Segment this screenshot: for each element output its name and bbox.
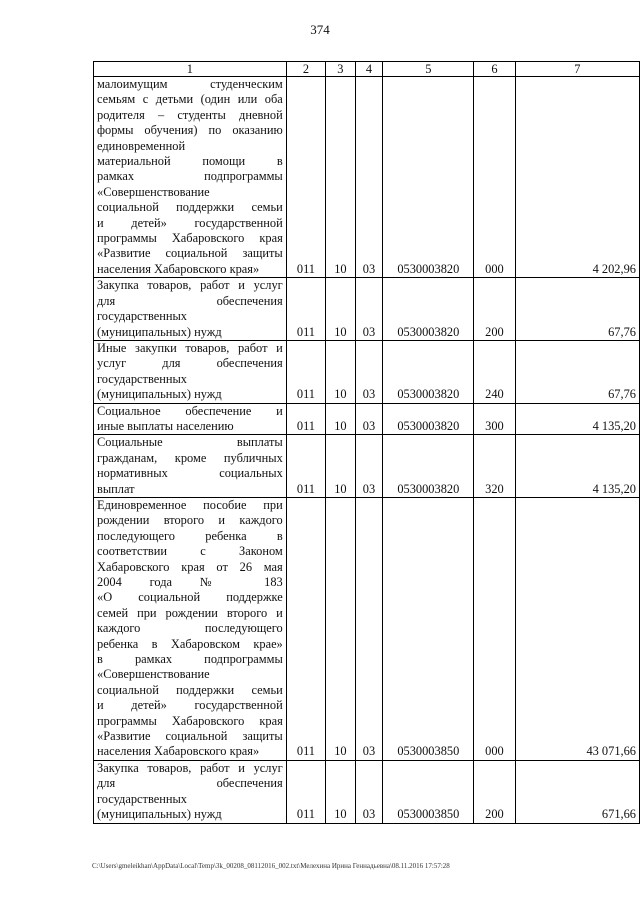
description-line: семей при рождении второго и <box>97 605 283 620</box>
section-code: 10 <box>326 278 356 341</box>
description-line: ребенка в Хабаровском крае» <box>97 636 283 651</box>
table-row <box>94 77 640 278</box>
subsection-code: 03 <box>355 497 383 760</box>
description-line: соответствии с Законом <box>97 544 283 559</box>
expense-type-code: 000 <box>474 497 515 760</box>
footer-file-path: C:\Users\gmeleikhan\AppData\Local\Temp\3k_00208_08112016_002.txt\Мелехина Ирина Геннадьевна\08.11.2016 17:57:28 <box>92 862 450 870</box>
description-line: «Совершенствование <box>97 184 210 199</box>
description-line: социальной поддержки семьи <box>97 682 283 697</box>
section-code: 10 <box>326 497 356 760</box>
ministry-code: 011 <box>286 497 325 760</box>
expense-type-code: 240 <box>474 340 515 403</box>
description-line: иные выплаты населению <box>97 418 234 433</box>
amount-value: 4 135,20 <box>515 435 639 498</box>
header-col-1: 1 <box>94 62 287 77</box>
description-line: Иные закупки товаров, работ и <box>97 340 283 355</box>
header-col-4: 4 <box>355 62 383 77</box>
subsection-code: 03 <box>355 403 383 435</box>
description-line: (муниципальных) нужд <box>97 387 222 402</box>
description-line: рамках подпрограммы <box>97 169 283 184</box>
ministry-code: 011 <box>286 77 325 278</box>
row-description <box>94 497 287 760</box>
description-line: «Развитие социальной защиты <box>97 729 283 744</box>
amount-value: 4 135,20 <box>515 403 639 435</box>
description-line: Закупка товаров, работ и услуг <box>97 278 283 293</box>
table-row <box>94 435 640 498</box>
ministry-code: 011 <box>286 278 325 341</box>
description-line: родителя – студенты дневной <box>97 107 283 122</box>
description-line: государственных <box>97 371 188 386</box>
target-article-code: 0530003850 <box>383 760 474 823</box>
subsection-code: 03 <box>355 435 383 498</box>
description-line: услуг для обеспечения <box>97 356 283 371</box>
expense-type-code: 200 <box>474 760 515 823</box>
amount-value: 67,76 <box>515 278 639 341</box>
subsection-code: 03 <box>355 760 383 823</box>
target-article-code: 0530003820 <box>383 340 474 403</box>
description-line: «О социальной поддержке <box>97 590 283 605</box>
description-line: «Развитие социальной защиты <box>97 246 283 261</box>
description-line: материальной помощи в <box>97 154 283 169</box>
target-article-code: 0530003820 <box>383 403 474 435</box>
description-line: государственных <box>97 791 188 806</box>
description-line: для обеспечения <box>97 776 283 791</box>
description-line: и детей» государственной <box>97 698 283 713</box>
description-line: «Совершенствование <box>97 667 210 682</box>
target-article-code: 0530003820 <box>383 435 474 498</box>
description-line: формы обучения) по оказанию <box>97 123 283 138</box>
description-line: и детей» государственной <box>97 215 283 230</box>
amount-value: 67,76 <box>515 340 639 403</box>
row-description <box>94 403 287 435</box>
row-description <box>94 77 287 278</box>
expense-type-code: 300 <box>474 403 515 435</box>
description-line: последующего ребенка в <box>97 528 283 543</box>
row-description <box>94 760 287 823</box>
expense-type-code: 320 <box>474 435 515 498</box>
description-line: в рамках подпрограммы <box>97 652 283 667</box>
subsection-code: 03 <box>355 278 383 341</box>
description-line: гражданам, кроме публичных <box>97 450 283 465</box>
table-row <box>94 403 640 435</box>
description-line: для обеспечения <box>97 293 283 308</box>
header-col-6: 6 <box>474 62 515 77</box>
amount-value: 4 202,96 <box>515 77 639 278</box>
description-line: программы Хабаровского края <box>97 713 283 728</box>
description-line: (муниципальных) нужд <box>97 324 222 339</box>
header-col-5: 5 <box>383 62 474 77</box>
description-line: рождении второго и каждого <box>97 513 283 528</box>
description-line: Закупка товаров, работ и услуг <box>97 760 283 775</box>
expense-type-code: 200 <box>474 278 515 341</box>
amount-value: 671,66 <box>515 760 639 823</box>
description-line: каждого последующего <box>97 621 283 636</box>
section-code: 10 <box>326 77 356 278</box>
description-line: населения Хабаровского края» <box>97 261 260 276</box>
budget-table <box>93 61 640 824</box>
description-line: малоимущим студенческим <box>97 77 283 91</box>
description-line: государственных <box>97 309 188 324</box>
description-line: социальной поддержки семьи <box>97 200 283 215</box>
description-line: нормативных социальных <box>97 466 283 481</box>
section-code: 10 <box>326 340 356 403</box>
row-description <box>94 340 287 403</box>
description-line: Единовременное пособие при <box>97 497 283 512</box>
ministry-code: 011 <box>286 403 325 435</box>
table-row <box>94 340 640 403</box>
table-row <box>94 760 640 823</box>
ministry-code: 011 <box>286 435 325 498</box>
target-article-code: 0530003820 <box>383 278 474 341</box>
target-article-code: 0530003850 <box>383 497 474 760</box>
description-line: Социальные выплаты <box>97 435 283 450</box>
row-description <box>94 278 287 341</box>
description-line: выплат <box>97 481 135 496</box>
amount-value: 43 071,66 <box>515 497 639 760</box>
header-col-7: 7 <box>515 62 639 77</box>
table-row <box>94 278 640 341</box>
target-article-code: 0530003820 <box>383 77 474 278</box>
header-col-2: 2 <box>286 62 325 77</box>
description-line: семьям с детьми (один или оба <box>97 92 283 107</box>
section-code: 10 <box>326 760 356 823</box>
description-line: Хабаровского края от 26 мая <box>97 559 283 574</box>
subsection-code: 03 <box>355 340 383 403</box>
subsection-code: 03 <box>355 77 383 278</box>
page-number: 374 <box>310 22 330 37</box>
section-code: 10 <box>326 403 356 435</box>
ministry-code: 011 <box>286 760 325 823</box>
description-line: Социальное обеспечение и <box>97 403 283 418</box>
description-line: (муниципальных) нужд <box>97 807 222 822</box>
expense-type-code: 000 <box>474 77 515 278</box>
description-line: населения Хабаровского края» <box>97 744 260 759</box>
table-row <box>94 497 640 760</box>
row-description <box>94 435 287 498</box>
description-line: единовременной <box>97 138 186 153</box>
description-line: 2004 года № 183 <box>97 575 283 589</box>
section-code: 10 <box>326 435 356 498</box>
ministry-code: 011 <box>286 340 325 403</box>
description-line: программы Хабаровского края <box>97 231 283 246</box>
table-header-row <box>94 62 640 77</box>
header-col-3: 3 <box>326 62 356 77</box>
